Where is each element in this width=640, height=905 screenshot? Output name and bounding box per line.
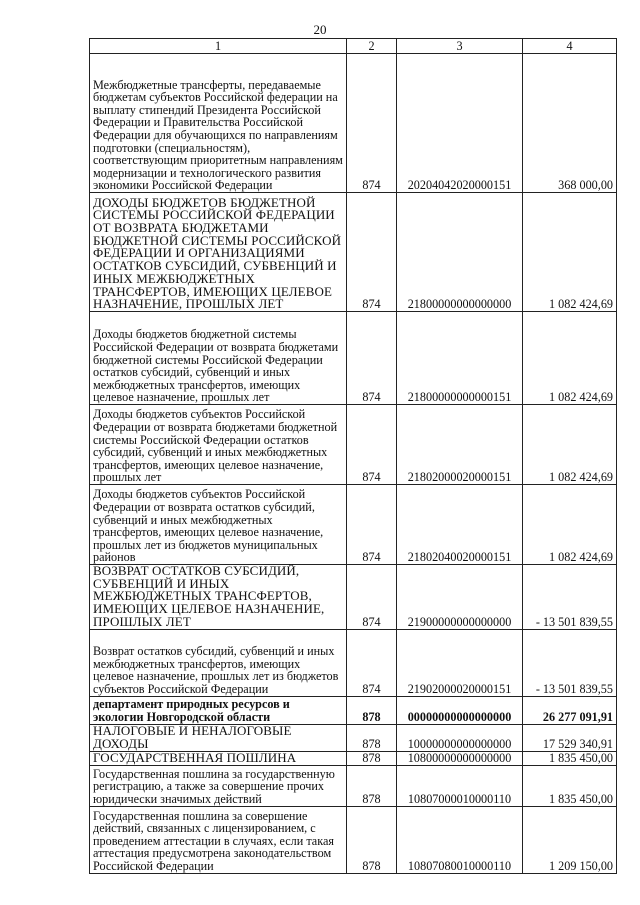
row-budget-code: 20204042020000151 <box>397 54 523 193</box>
row-name: Доходы бюджетов субъектов Российской Федерации от возврата остатков субсидий, субвенций и иных межбюджетных трансфертов, имеющих целевое назначение, прошлых лет из бюджетов муниципальных районов <box>90 485 347 565</box>
row-admin-code: 874 <box>347 312 397 405</box>
row-admin-code: 878 <box>347 696 397 724</box>
row-name: ДОХОДЫ БЮДЖЕТОВ БЮДЖЕТНОЙ СИСТЕМЫ РОССИЙСКОЙ ФЕДЕРАЦИИ ОТ ВОЗВРАТА БЮДЖЕТАМИ БЮДЖЕТНОЙ СИСТЕМЫ РОССИЙСКОЙ ФЕДЕРАЦИИ И ОРГАНИЗАЦИЯМИ ОСТАТКОВ СУБСИДИЙ, СУБВЕНЦИЙ И ИНЫХ МЕЖБЮДЖЕТНЫХ ТРАНСФЕРТОВ, ИМЕЮЩИХ ЦЕЛЕВОЕ НАЗНАЧЕНИЕ, ПРОШЛЫХ ЛЕТ <box>90 193 347 312</box>
row-name: Государственная пошлина за совершение действий, связанных с лицензированием, с проведением аттестации в случаях, если такая аттестация предусмотрена законодательством Российской Федерации <box>90 806 347 873</box>
table-row <box>90 696 617 724</box>
row-name: Доходы бюджетов субъектов Российской Федерации от возврата бюджетами бюджетной системы Российской Федерации остатков субсидий, субвенций и иных межбюджетных трансфертов, имеющих целевое назначение, прошлых лет <box>90 405 347 485</box>
row-name: ВОЗВРАТ ОСТАТКОВ СУБСИДИЙ, СУБВЕНЦИЙ И ИНЫХ МЕЖБЮДЖЕТНЫХ ТРАНСФЕРТОВ, ИМЕЮЩИХ ЦЕЛЕВОЕ НАЗНАЧЕНИЕ, ПРОШЛЫХ ЛЕТ <box>90 565 347 630</box>
table-row <box>90 629 617 696</box>
table-row <box>90 565 617 630</box>
row-amount: 1 835 450,00 <box>523 751 617 765</box>
table-header-row <box>90 39 617 54</box>
row-budget-code: 21800000000000151 <box>397 312 523 405</box>
row-amount: - 13 501 839,55 <box>523 629 617 696</box>
row-budget-code: 10807000010000110 <box>397 765 523 806</box>
row-amount: 1 082 424,69 <box>523 193 617 312</box>
row-amount: - 13 501 839,55 <box>523 565 617 630</box>
row-budget-code: 21902000020000151 <box>397 629 523 696</box>
row-admin-code: 878 <box>347 806 397 873</box>
row-name: Доходы бюджетов бюджетной системы Российской Федерации от возврата бюджетами бюджетной системы Российской Федерации остатков субсидий, субвенций и иных межбюджетных трансфертов, имеющих целевое назначение, прошлых лет <box>90 312 347 405</box>
table-row <box>90 751 617 765</box>
row-name: ГОСУДАРСТВЕННАЯ ПОШЛИНА <box>90 751 347 765</box>
row-admin-code: 874 <box>347 565 397 630</box>
table-row <box>90 54 617 193</box>
row-budget-code: 10800000000000000 <box>397 751 523 765</box>
row-admin-code: 878 <box>347 724 397 751</box>
row-admin-code: 874 <box>347 54 397 193</box>
row-budget-code: 10000000000000000 <box>397 724 523 751</box>
header-col-3: 3 <box>397 39 523 54</box>
row-admin-code: 874 <box>347 405 397 485</box>
table-row <box>90 405 617 485</box>
row-budget-code: 21900000000000000 <box>397 565 523 630</box>
row-name: НАЛОГОВЫЕ И НЕНАЛОГОВЫЕ ДОХОДЫ <box>90 724 347 751</box>
table-row <box>90 193 617 312</box>
row-amount: 17 529 340,91 <box>523 724 617 751</box>
row-budget-code: 21802000020000151 <box>397 405 523 485</box>
row-admin-code: 878 <box>347 751 397 765</box>
row-amount: 1 082 424,69 <box>523 485 617 565</box>
row-admin-code: 874 <box>347 629 397 696</box>
revenue-table <box>89 38 617 874</box>
row-budget-code: 21802040020000151 <box>397 485 523 565</box>
row-budget-code: 10807080010000110 <box>397 806 523 873</box>
page-number: 20 <box>313 22 327 37</box>
header-col-4: 4 <box>523 39 617 54</box>
table-row <box>90 806 617 873</box>
row-amount: 26 277 091,91 <box>523 696 617 724</box>
table-row <box>90 724 617 751</box>
table-row <box>90 485 617 565</box>
row-name: Межбюджетные трансферты, передаваемые бюджетам субъектов Российской федерации на выплату стипендий Президента Российской Федерации и Правительства Российской Федерации для обучающихся по направлениям подготовки (специальностям), соответствующим приоритетным направлениям модернизации и технологического развития экономики Российской Федерации <box>90 54 347 193</box>
row-name: департамент природных ресурсов и экологии Новгородской области <box>90 696 347 724</box>
row-amount: 1 082 424,69 <box>523 312 617 405</box>
row-amount: 1 209 150,00 <box>523 806 617 873</box>
row-budget-code: 00000000000000000 <box>397 696 523 724</box>
row-admin-code: 874 <box>347 485 397 565</box>
row-name: Государственная пошлина за государственную регистрацию, а также за совершение прочих юридически значимых действий <box>90 765 347 806</box>
header-col-2: 2 <box>347 39 397 54</box>
row-name: Возврат остатков субсидий, субвенций и иных межбюджетных трансфертов, имеющих целевое назначение, прошлых лет из бюджетов субъектов Российской Федерации <box>90 629 347 696</box>
row-amount: 1 082 424,69 <box>523 405 617 485</box>
table-row <box>90 312 617 405</box>
row-amount: 1 835 450,00 <box>523 765 617 806</box>
row-admin-code: 874 <box>347 193 397 312</box>
row-amount: 368 000,00 <box>523 54 617 193</box>
table-row <box>90 765 617 806</box>
row-admin-code: 878 <box>347 765 397 806</box>
header-col-1: 1 <box>90 39 347 54</box>
row-budget-code: 21800000000000000 <box>397 193 523 312</box>
